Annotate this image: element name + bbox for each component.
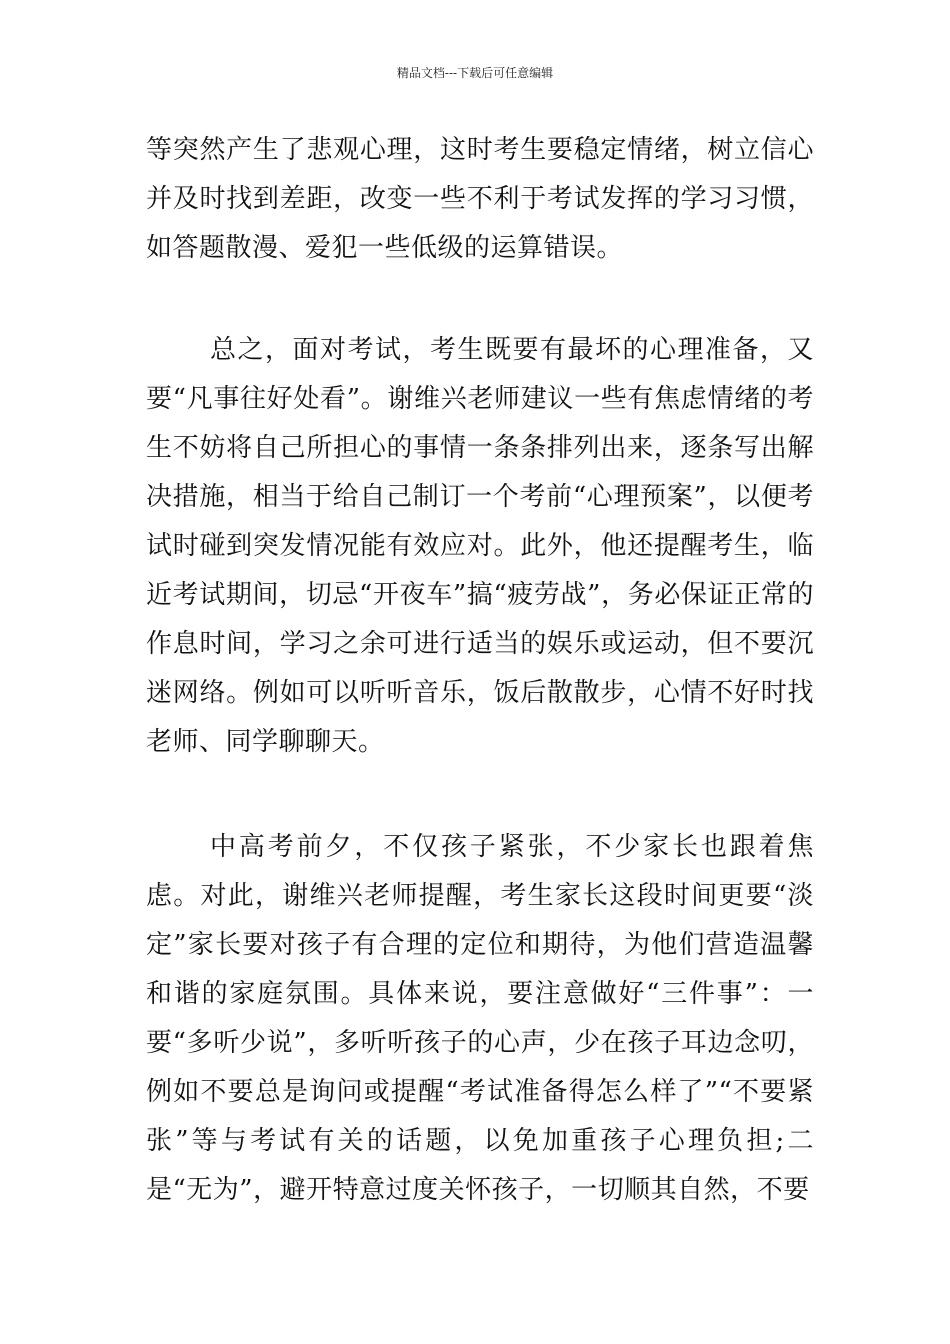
paragraph-3-text: 中高考前夕，不仅孩子紧张，不少家长也跟着焦虑。对此，谢维兴老师提醒，考生家长这段时间更要“淡定”家长要对孩子有合理的定位和期待，为他们营造温馨和谐的家庭氛围。具体来说，要注意做好“三件事”：一要“多听少说”，多听听孩子的心声，少在孩子耳边念叨，例如不要总是询问或提醒“考试准备得怎么样了”“不要紧张”等与考试有关的话题，以免加重孩子心理负担;二是“无为”，避开特意过度关怀孩子，一切顺其自然，不要 — [146, 832, 814, 1205]
paragraph-2 — [146, 326, 814, 767]
paragraph-1-text: 等突然产生了悲观心理，这时考生要稳定情绪，树立信心并及时找到差距，改变一些不利于考试发挥的学习习惯，如答题散漫、爱犯一些低级的运算错误。 — [146, 135, 814, 263]
page-header: 精品文档---下载后可任意编辑 — [396, 66, 554, 80]
paragraph-3 — [146, 823, 814, 1215]
paragraph-1 — [146, 126, 814, 273]
paragraph-2-text: 总之，面对考试，考生既要有最坏的心理准备，又要“凡事往好处看”。谢维兴老师建议一些有焦虑情绪的考生不妨将自己所担心的事情一条条排列出来，逐条写出解决措施，相当于给自己制订一个考前“心理预案”，以便考试时碰到突发情况能有效应对。此外，他还提醒考生，临近考试期间，切忌“开夜车”搞“疲劳战”，务必保证正常的作息时间，学习之余可进行适当的娱乐或运动，但不要沉迷网络。例如可以听听音乐，饭后散散步，心情不好时找老师、同学聊聊天。 — [146, 335, 814, 757]
